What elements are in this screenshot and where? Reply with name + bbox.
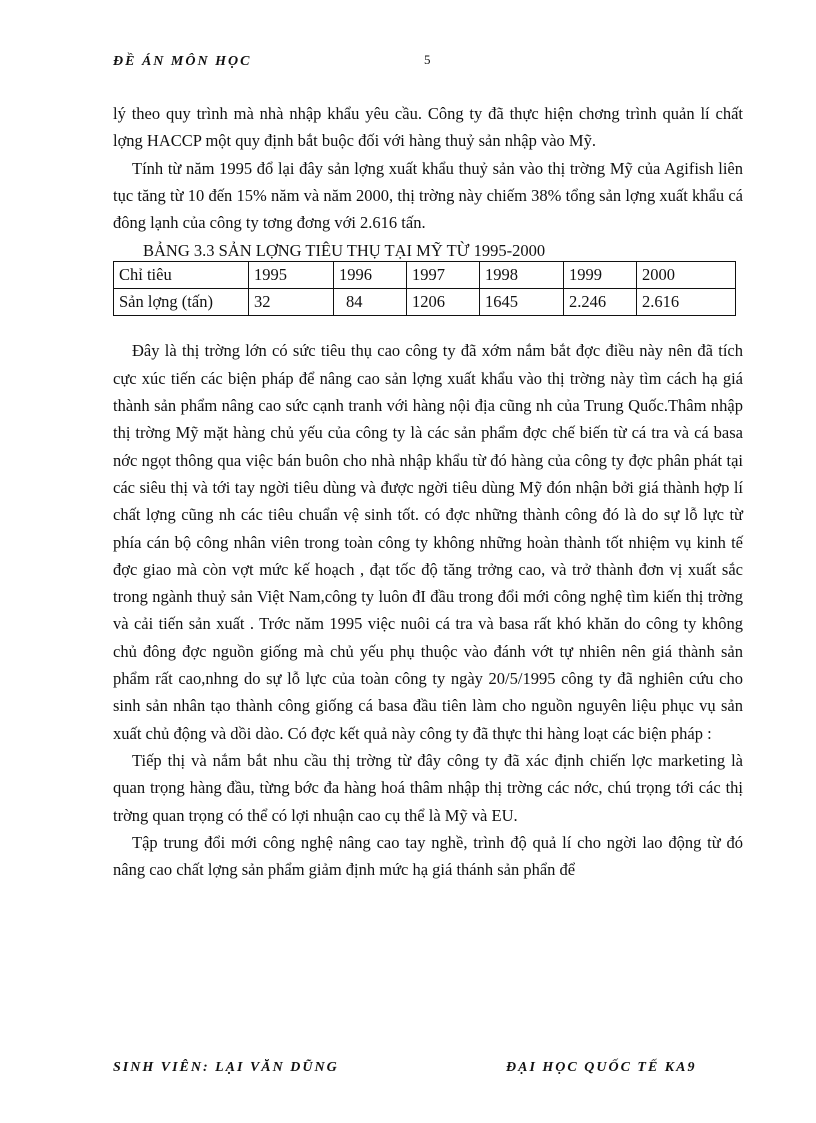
table-cell: 32 [249, 289, 334, 316]
table-cell: 1996 [334, 262, 407, 289]
footer-school: ĐẠI HỌC QUỐC TẾ KA9 [506, 1060, 697, 1075]
table-cell: 1997 [407, 262, 480, 289]
table-cell: Chỉ tiêu [114, 262, 249, 289]
table-cell: 1206 [407, 289, 480, 316]
table-cell: 1645 [480, 289, 564, 316]
paragraph-3: Đây là thị trờng lớn có sức tiêu thụ cao công ty đã xớm nắm bắt đợc điều này nên đã tích cực xúc tiến các biện pháp để nâng cao sản lợng xuất khẩu vào thị trờng này tìm cách hạ giá thành sản phẩm nâng cao sức cạnh tranh với hàng nội địa cũng nh của Trung Quốc.Thâm nhập thị trờng Mỹ mặt hàng chủ yếu của công ty là các sản phẩm đợc chế biến từ cá tra và cá basa nớc ngọt thông qua việc bán buôn cho nhà nhập khẩu từ đó hàng của công ty đợc phân phát tại các siêu thị và tới tay ngời tiêu dùng và được ngời tiêu dùng Mỹ đón nhận bởi giá thành hợp lí chất lợng cũng nh các tiêu chuẩn vệ sinh tốt. có đợc những thành công đó là do sự lỗ lực từ phía cán bộ công nhân viên trong toàn công ty không những hoàn thành tốt nhiệm vụ kinh tế đợc giao mà còn vợt mức kế hoạch , đạt tốc độ tăng trởng cao, và trở thành đơn vị xuất sắc trong ngành thuỷ sản Việt Nam,công ty luôn đI đầu trong đổi mới công nghệ tìm kiến thị trờng và cải tiến sản xuất . Trớc năm 1995 việc nuôi cá tra và basa rất khó khăn do công ty không chủ đông đợc nguồn giống mà chủ yếu phụ thuộc vào đánh vớt tự nhiên nên giá thành sản phẩm rất cao,nhng do sự lỗ lực của toàn công ty ngày 20/5/1995 công ty đã nghiên cứu cho sinh sản nhân tạo thành công giống cá basa đầu tiên làm cho nguồn nguyên liệu phục vụ sản xuất chủ động và dồi dào. Có đợc kết quả này công ty đã thực thi hàng loạt các biện pháp : [113, 341, 743, 743]
table-cell: 84 [334, 289, 407, 316]
page-number: 5 [424, 52, 431, 67]
header-title: ĐỀ ÁN MÔN HỌC [113, 54, 252, 69]
paragraph-4: Tiếp thị và nắm bắt nhu cầu thị trờng từ đây công ty đã xác định chiến lợc marketing là quan trọng hàng đầu, từng bớc đa hàng hoá thâm nhập thị trờng các nớc, chú trọng tới các thị trờng quan trọng có thể có lợi nhuận cao cụ thể là Mỹ và EU. [113, 750, 743, 825]
paragraph-1: lý theo quy trình mà nhà nhập khẩu yêu cầu. Công ty đã thực hiện chơng trình quản lí chất lợng HACCP một quy định bắt buộc đối với hàng thuỷ sản nhập vào Mỹ. [113, 104, 743, 151]
paragraph-2: Tính từ năm 1995 đổ lại đây sản lợng xuất khẩu thuỷ sản vào thị trờng Mỹ của Agifish liên tục tăng từ 10 đến 15% năm và năm 2000, thị trờng này chiếm 38% tổng sản lợng xuất khẩu cá đông lạnh của công ty tơng đơng với 2.616 tấn. [113, 158, 743, 233]
table-cell: 2.616 [637, 289, 736, 316]
table-cell: 1995 [249, 262, 334, 289]
paragraph-5: Tập trung đổi mới công nghệ nâng cao tay nghề, trình độ quả lí cho ngời lao động từ đó nâng cao chất lợng sản phẩm giảm định mức hạ giá thánh sản phẩn để [113, 832, 743, 880]
table-header-row [114, 262, 736, 289]
table-title: BẢNG 3.3 SẢN LỢNG TIÊU THỤ TẠI MỸ TỪ 1995-2000 [143, 241, 546, 261]
table-cell: 2000 [637, 262, 736, 289]
output-table [113, 261, 736, 316]
table-row [114, 289, 736, 316]
spacer [113, 316, 743, 337]
page-body [113, 100, 743, 883]
table-cell: 1998 [480, 262, 564, 289]
table-cell: Sản lợng (tấn) [114, 289, 249, 316]
table-cell: 1999 [564, 262, 637, 289]
table-cell: 2.246 [564, 289, 637, 316]
footer-student: SINH VIÊN: LẠI VĂN DŨNG [113, 1060, 339, 1075]
